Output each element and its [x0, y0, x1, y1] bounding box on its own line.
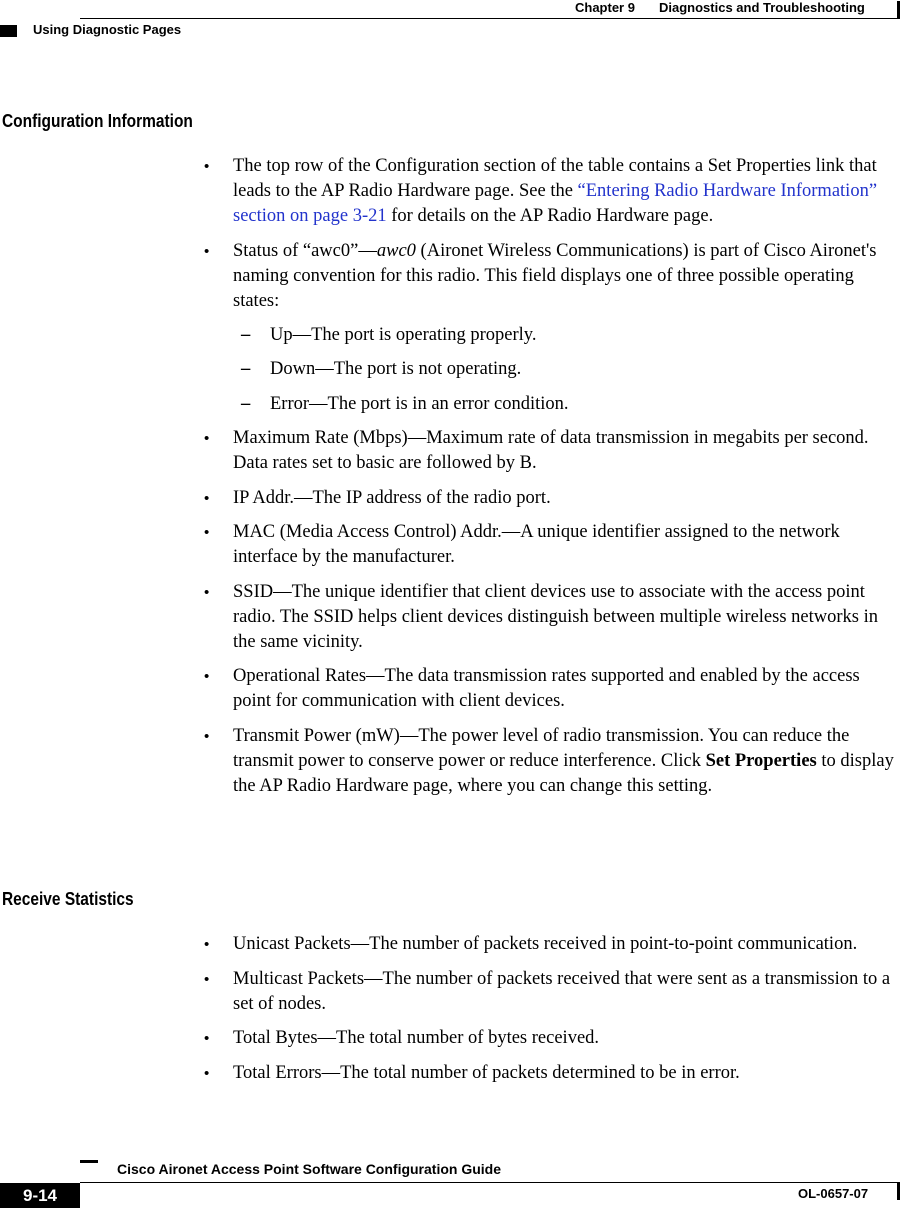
dash-icon: – — [241, 324, 251, 345]
body-text: Maximum Rate (Mbps)—Maximum rate of data transmission in megabits per second. Data rates set to basic are followed by B. — [233, 428, 869, 473]
body-text: Status of “awc0”— — [233, 240, 377, 261]
footer-end-mark — [897, 1183, 900, 1200]
sub-item-text: Error—The port is in an error condition. — [270, 393, 569, 414]
bullet-item — [200, 967, 900, 1017]
receive-statistics-list — [200, 932, 900, 1095]
sub-item — [233, 357, 900, 382]
body-text: Operational Rates—The data transmission rates supported and enabled by the access point for communication with client devices. — [233, 666, 860, 711]
body-text: Multicast Packets—The number of packets received that were sent as a transmission to a set of nodes. — [233, 968, 891, 1014]
guide-title: Cisco Aironet Access Point Software Configuration Guide — [117, 1161, 502, 1177]
bullet-item — [200, 1061, 900, 1086]
doc-number: OL-0657-07 — [798, 1186, 869, 1201]
bullet-icon: • — [204, 242, 210, 260]
bullet-icon: • — [204, 727, 210, 745]
bullet-item — [200, 154, 900, 229]
bullet-item — [200, 580, 900, 655]
bullet-icon: • — [204, 936, 210, 953]
heading-receive-statistics: Receive Statistics — [2, 889, 134, 909]
emphasis-text: awc0 — [376, 240, 416, 261]
bullet-item — [200, 486, 900, 511]
bullet-item — [200, 1026, 900, 1051]
heading-configuration-information: Configuration Information — [2, 111, 193, 131]
chapter-label: Chapter 9 — [575, 0, 635, 15]
body-text: Total Bytes—The total number of bytes received. — [233, 1028, 600, 1048]
bullet-item — [200, 664, 900, 714]
body-text: SSID—The unique identifier that client devices use to associate with the access point radio. The SSID helps client devices distinguish between multiple wireless networks in the same vicinity. — [233, 581, 878, 652]
footer-rule-top — [80, 1160, 98, 1163]
dash-icon: – — [241, 393, 251, 414]
sub-item-text: Up—The port is operating properly. — [270, 324, 537, 345]
bullet-icon: • — [204, 489, 210, 507]
header-rule — [80, 18, 900, 19]
header-section-mark — [0, 25, 17, 37]
bullet-icon: • — [204, 158, 210, 175]
body-text: IP Addr.—The IP address of the radio port. — [233, 487, 551, 508]
body-text: (Aironet Wireless Communications) is part of Cisco Aironet's naming convention for this radio. This field displays one of three possible operating states: — [233, 240, 877, 311]
bullet-item — [200, 724, 900, 799]
bullet-icon: • — [204, 524, 210, 541]
body-text: The top row of the Configuration section of the table contains a Set Properties link that leads to the AP Radio Hardware page. See the — [233, 156, 877, 201]
page-number: 9-14 — [0, 1183, 80, 1208]
bullet-icon: • — [204, 1030, 210, 1047]
bullet-icon: • — [204, 430, 210, 447]
bullet-icon: • — [204, 583, 210, 601]
bullet-icon: • — [204, 1064, 210, 1082]
bullet-item — [200, 426, 900, 476]
header-end-mark — [897, 1, 900, 18]
body-text: Unicast Packets—The number of packets received in point-to-point communication. — [233, 934, 858, 954]
body-text: Total Errors—The total number of packets determined to be in error. — [233, 1062, 740, 1083]
body-text: to display the AP Radio Hardware page, where you can change this setting. — [233, 750, 894, 796]
body-text: for details on the AP Radio Hardware page. — [386, 206, 714, 226]
cross-reference-link[interactable]: “Entering Radio Hardware Information” section on page 3-21 — [233, 181, 878, 226]
chapter-title: Diagnostics and Troubleshooting — [659, 0, 865, 15]
operating-states-list — [233, 323, 900, 417]
bullet-icon: • — [204, 668, 210, 685]
sub-item — [233, 323, 900, 348]
dash-icon: – — [241, 359, 251, 379]
section-running-head: Using Diagnostic Pages — [33, 22, 182, 37]
bullet-item — [200, 932, 900, 957]
sub-item — [233, 392, 900, 417]
body-text: MAC (Media Access Control) Addr.—A unique identifier assigned to the network interface by the manufacturer. — [233, 522, 840, 567]
bullet-icon: • — [204, 970, 210, 988]
body-text: Transmit Power (mW)—The power level of radio transmission. You can reduce the transmit power to conserve power or reduce interference. Click — [233, 725, 850, 771]
bullet-item — [200, 520, 900, 570]
bullet-item — [200, 239, 900, 417]
configuration-information-list — [200, 154, 900, 808]
footer-rule — [80, 1182, 900, 1183]
sub-item-text: Down—The port is not operating. — [270, 359, 522, 379]
ui-term-text: Set Properties — [705, 750, 817, 771]
